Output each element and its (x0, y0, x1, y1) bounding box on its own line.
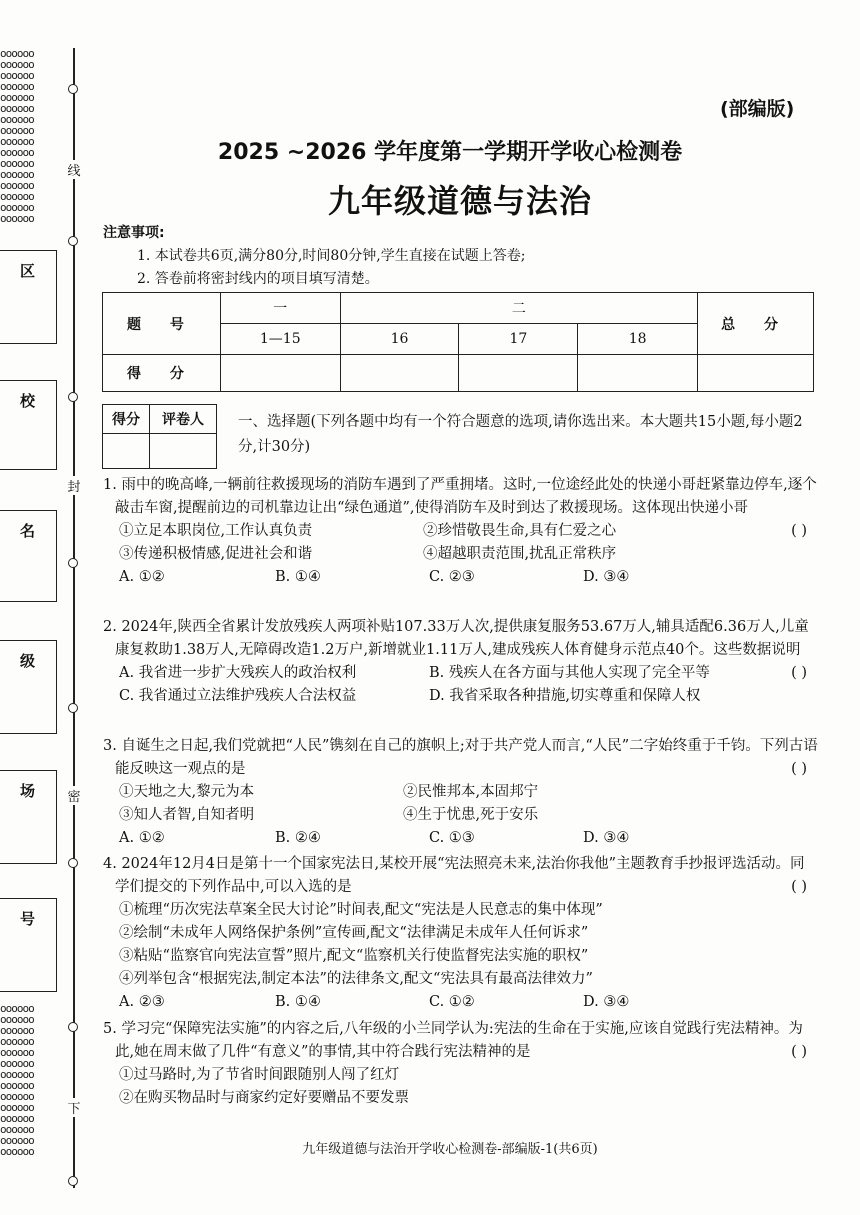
score-table (102, 292, 814, 392)
notice-item: 2. 答卷前将密封线内的项目填写清楚。 (137, 271, 379, 287)
score-cell[interactable] (578, 355, 698, 392)
field-label-seat-number: 号 (20, 910, 36, 928)
seal-line-dot (68, 703, 78, 713)
grader-score-cell[interactable] (103, 434, 150, 469)
seal-line-dot (68, 1022, 78, 1032)
answer-choice[interactable]: C. ②③ (429, 569, 475, 585)
exam-title: 2025 ~2026 学年度第一学期开学收心检测卷 (217, 140, 683, 165)
seal-line-dot (68, 558, 78, 568)
question-stem: 2. 2024年,陕西全省累计发放残疾人两项补贴107.33万人次,提供康复服务53.67万人,辅具适配6.36万人,儿童康复救助1.38万人,无障碍改造1.2万户,新增就业1.11万人,建成残疾人体育健身示范点40个。这些数据说明 (103, 619, 809, 658)
field-label-grade: 级 (20, 652, 36, 670)
grader-reviewer-cell[interactable] (150, 434, 217, 469)
score-row-label: 得 分 (103, 355, 221, 392)
score-table-total: 总 分 (698, 293, 814, 355)
score-cell[interactable] (698, 355, 814, 392)
grader-score-label: 得分 (103, 405, 150, 434)
section-heading: 一、选择题(下列各题中均有一个符合题意的选项,请你选出来。本大题共15小题,每小题2分,计30分) (238, 414, 803, 455)
answer-choice[interactable]: A. ①② (119, 830, 165, 846)
answer-choice[interactable]: D. ③④ (583, 994, 630, 1010)
question-3 (103, 735, 819, 850)
field-label-district: 区 (20, 262, 36, 280)
question-5 (103, 1018, 819, 1110)
seal-line-dot (68, 1176, 78, 1186)
statement-item: ②民惟邦本,本固邦宁 (403, 784, 539, 800)
seal-line-dot (68, 392, 78, 402)
notice-item: 1. 本试卷共6页,满分80分,时间80分钟,学生直接在试题上答卷; (137, 248, 526, 264)
score-table-col: 1—15 (220, 324, 340, 355)
statement-item: ②绘制“未成年人网络保护条例”宣传画,配文“法律满足未成年人任何诉求” (119, 925, 589, 941)
answer-choice[interactable]: D. ③④ (583, 569, 630, 585)
score-cell[interactable] (220, 355, 340, 392)
statement-item: ④列举包含“根据宪法,制定本法”的法律条文,配文“宪法具有最高法律效力” (119, 971, 593, 987)
score-table-group-1: 一 (220, 293, 340, 324)
perforation-circles-top: oooooo oooooo oooooo oooooo oooooo oooooo oooooo oooooo oooooo oooooo oooooo oooooo oooooo oooooo oooooo oooooo (0, 48, 34, 222)
answer-choice[interactable]: B. ②④ (275, 830, 321, 846)
answer-choice[interactable]: B. ①④ (275, 994, 321, 1010)
question-stem: 1. 雨中的晚高峰,一辆前往救援现场的消防车遇到了严重拥堵。这时,一位途经此处的快递小哥赶紧靠边停车,逐个敲击车窗,提醒前边的司机靠边让出“绿色通道”,使得消防车及时到达了救援现场。这体现出快递小哥 (103, 477, 817, 516)
statement-item: ②珍惜敬畏生命,具有仁爱之心 (423, 523, 617, 539)
answer-paren[interactable]: ( ) (791, 761, 807, 777)
page-footer: 九年级道德与法治开学收心检测卷-部编版-1(共6页) (302, 1142, 598, 1157)
grader-reviewer-label: 评卷人 (150, 405, 217, 434)
answer-choice[interactable]: C. ①② (429, 994, 475, 1010)
score-table-header: 题 号 (103, 293, 221, 355)
subject-title: 九年级道德与法治 (327, 182, 592, 220)
seal-line-dot (68, 236, 78, 246)
statement-item: ①天地之大,黎元为本 (119, 784, 255, 800)
answer-paren[interactable]: ( ) (791, 523, 807, 539)
answer-paren[interactable]: ( ) (791, 1044, 807, 1060)
score-table-col: 18 (578, 324, 698, 355)
answer-choice[interactable]: C. ①③ (429, 830, 475, 846)
answer-choice[interactable]: C. 我省通过立法维护残疾人合法权益 (119, 688, 357, 704)
answer-choice[interactable]: B. 残疾人在各方面与其他人实现了完全平等 (429, 665, 710, 681)
grader-box (102, 404, 217, 469)
statement-item: ③知人者智,自知者明 (119, 807, 255, 823)
notice-heading: 注意事项: (103, 225, 165, 241)
statement-item: ①过马路时,为了节省时间跟随别人闯了红灯 (119, 1067, 400, 1083)
question-stem: 5. 学习完“保障宪法实施”的内容之后,八年级的小兰同学认为:宪法的生命在于实施,应该自觉践行宪法精神。为此,她在周末做了几件“有意义”的事情,其中符合践行宪法精神的是 (103, 1021, 803, 1060)
answer-choice[interactable]: A. ①② (119, 569, 165, 585)
field-label-name: 名 (20, 522, 36, 540)
score-cell[interactable] (340, 355, 459, 392)
seal-line-dot (68, 858, 78, 868)
question-1 (103, 474, 819, 589)
perforation-circles-bottom: oooooo oooooo oooooo oooooo oooooo oooooo oooooo oooooo oooooo oooooo oooooo oooooo oooooo oooooo (0, 1003, 34, 1158)
field-label-school: 校 (20, 392, 36, 410)
seal-char-seal: 封 (64, 476, 84, 495)
statement-item: ①梳理“历次宪法草案全民大讨论”时间表,配文“宪法是人民意志的集中体现” (119, 902, 603, 918)
seal-char-line: 线 (64, 160, 84, 179)
field-label-exam-room: 场 (20, 782, 36, 800)
score-cell[interactable] (459, 355, 578, 392)
question-2 (103, 616, 819, 708)
answer-choice[interactable]: D. 我省采取各种措施,切实尊重和保障人权 (429, 688, 701, 704)
statement-item: ③粘贴“监察官向宪法宣誓”照片,配文“监察机关行使监督宪法实施的职权” (119, 948, 589, 964)
answer-choice[interactable]: B. ①④ (275, 569, 321, 585)
statement-item: ④超越职责范围,扰乱正常秩序 (423, 546, 617, 562)
answer-paren[interactable]: ( ) (791, 879, 807, 895)
answer-choice[interactable]: D. ③④ (583, 830, 630, 846)
score-table-col: 16 (340, 324, 459, 355)
seal-char-secret: 密 (64, 786, 84, 805)
seal-line-dot (68, 84, 78, 94)
answer-choice[interactable]: A. 我省进一步扩大残疾人的政治权利 (119, 665, 357, 681)
seal-char-below: 下 (64, 1098, 84, 1117)
score-table-col: 17 (459, 324, 578, 355)
statement-item: ③传递积极情感,促进社会和谐 (119, 546, 313, 562)
answer-paren[interactable]: ( ) (791, 665, 807, 681)
statement-item: ①立足本职岗位,工作认真负责 (119, 523, 313, 539)
statement-item: ②在购买物品时与商家约定好要赠品不要发票 (119, 1090, 409, 1106)
edition-label: (部编版) (720, 98, 795, 120)
answer-choice[interactable]: A. ②③ (119, 994, 165, 1010)
score-table-group-2: 二 (340, 293, 697, 324)
question-4 (103, 853, 819, 1014)
statement-item: ④生于忧患,死于安乐 (403, 807, 539, 823)
question-stem: 4. 2024年12月4日是第十一个国家宪法日,某校开展“宪法照亮未来,法治你我他”主题教育手抄报评选活动。同学们提交的下列作品中,可以入选的是 (103, 856, 805, 895)
question-stem: 3. 自诞生之日起,我们党就把“人民”镌刻在自己的旗帜上;对于共产党人而言,“人民”二字始终重于千钧。下列古语能反映这一观点的是 (103, 738, 818, 777)
